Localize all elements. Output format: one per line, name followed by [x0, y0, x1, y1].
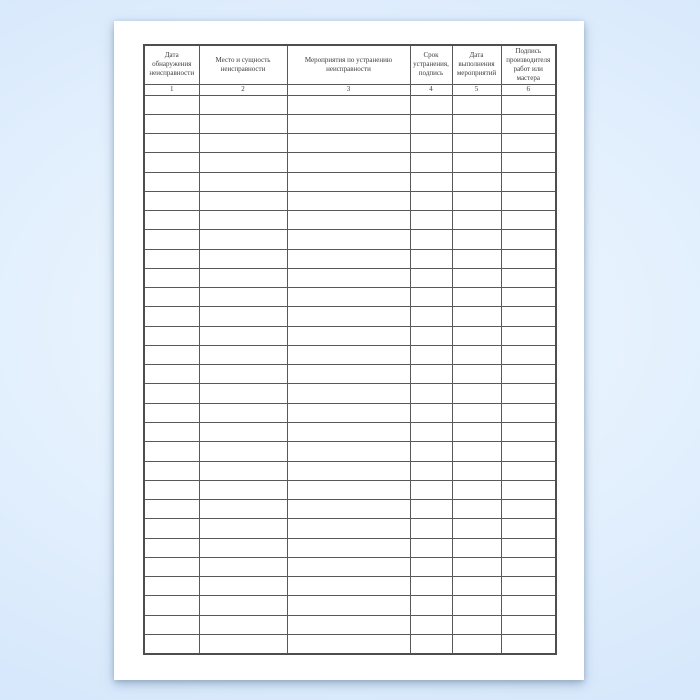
empty-cell: [501, 577, 556, 596]
empty-cell: [144, 557, 199, 576]
column-number: 1: [144, 84, 199, 95]
empty-cell: [199, 230, 287, 249]
empty-cell: [287, 577, 410, 596]
empty-cell: [410, 172, 452, 191]
empty-cell: [144, 326, 199, 345]
empty-row: [144, 423, 556, 442]
empty-cell: [287, 191, 410, 210]
empty-cell: [501, 153, 556, 172]
empty-cell: [452, 557, 501, 576]
empty-cell: [144, 480, 199, 499]
empty-cell: [287, 153, 410, 172]
empty-cell: [452, 95, 501, 114]
empty-row: [144, 557, 556, 576]
empty-cell: [410, 307, 452, 326]
empty-cell: [410, 211, 452, 230]
table-head: [144, 45, 556, 95]
empty-cell: [287, 519, 410, 538]
empty-cell: [287, 461, 410, 480]
empty-cell: [410, 326, 452, 345]
empty-cell: [452, 384, 501, 403]
empty-row: [144, 596, 556, 615]
empty-cell: [410, 519, 452, 538]
empty-cell: [501, 615, 556, 634]
empty-cell: [144, 384, 199, 403]
empty-cell: [199, 211, 287, 230]
table-header-row: [144, 45, 556, 84]
empty-cell: [287, 442, 410, 461]
empty-cell: [144, 634, 199, 653]
empty-row: [144, 134, 556, 153]
empty-cell: [199, 345, 287, 364]
empty-cell: [501, 634, 556, 653]
empty-cell: [199, 538, 287, 557]
empty-cell: [452, 442, 501, 461]
empty-cell: [287, 384, 410, 403]
empty-cell: [501, 345, 556, 364]
empty-cell: [287, 596, 410, 615]
empty-row: [144, 538, 556, 557]
column-number: 4: [410, 84, 452, 95]
empty-cell: [410, 538, 452, 557]
empty-cell: [144, 403, 199, 422]
column-header-signature: Подпись производителя работ или мастера: [501, 45, 556, 84]
empty-cell: [410, 403, 452, 422]
empty-cell: [410, 500, 452, 519]
empty-cell: [199, 114, 287, 133]
empty-cell: [199, 288, 287, 307]
empty-cell: [452, 211, 501, 230]
empty-cell: [144, 538, 199, 557]
empty-cell: [287, 326, 410, 345]
empty-cell: [410, 423, 452, 442]
empty-cell: [144, 268, 199, 287]
column-number-row: [144, 84, 556, 95]
empty-row: [144, 461, 556, 480]
empty-cell: [452, 326, 501, 345]
empty-cell: [144, 288, 199, 307]
empty-cell: [199, 172, 287, 191]
empty-cell: [452, 114, 501, 133]
empty-cell: [287, 500, 410, 519]
empty-cell: [287, 211, 410, 230]
empty-cell: [410, 384, 452, 403]
empty-row: [144, 634, 556, 653]
column-header-fault-place: Место и сущность неисправности: [199, 45, 287, 84]
empty-cell: [452, 519, 501, 538]
empty-cell: [144, 596, 199, 615]
empty-cell: [287, 557, 410, 576]
empty-row: [144, 403, 556, 422]
empty-cell: [410, 95, 452, 114]
empty-cell: [501, 365, 556, 384]
empty-cell: [452, 230, 501, 249]
empty-cell: [410, 615, 452, 634]
empty-cell: [144, 114, 199, 133]
empty-row: [144, 268, 556, 287]
empty-cell: [501, 423, 556, 442]
empty-row: [144, 500, 556, 519]
empty-cell: [144, 577, 199, 596]
empty-cell: [287, 307, 410, 326]
empty-row: [144, 153, 556, 172]
column-number: 2: [199, 84, 287, 95]
empty-cell: [287, 403, 410, 422]
empty-row: [144, 615, 556, 634]
empty-row: [144, 384, 556, 403]
empty-cell: [144, 191, 199, 210]
empty-cell: [452, 172, 501, 191]
empty-cell: [452, 538, 501, 557]
empty-cell: [501, 95, 556, 114]
empty-cell: [287, 172, 410, 191]
empty-cell: [287, 345, 410, 364]
empty-cell: [410, 480, 452, 499]
empty-cell: [144, 519, 199, 538]
empty-cell: [199, 615, 287, 634]
empty-cell: [452, 365, 501, 384]
empty-cell: [144, 423, 199, 442]
document-page: [114, 21, 584, 680]
empty-cell: [452, 634, 501, 653]
empty-row: [144, 95, 556, 114]
empty-cell: [410, 191, 452, 210]
empty-cell: [452, 403, 501, 422]
empty-cell: [287, 230, 410, 249]
empty-cell: [287, 114, 410, 133]
column-header-completion-date: Дата выполнения мероприятий: [452, 45, 501, 84]
empty-cell: [199, 153, 287, 172]
empty-cell: [452, 249, 501, 268]
empty-cell: [501, 461, 556, 480]
empty-cell: [501, 288, 556, 307]
empty-cell: [410, 596, 452, 615]
empty-row: [144, 172, 556, 191]
empty-cell: [501, 268, 556, 287]
empty-cell: [199, 249, 287, 268]
fault-log-table: [143, 44, 557, 655]
empty-cell: [199, 557, 287, 576]
empty-cell: [410, 249, 452, 268]
empty-cell: [501, 307, 556, 326]
empty-cell: [144, 442, 199, 461]
empty-cell: [501, 134, 556, 153]
empty-cell: [144, 249, 199, 268]
empty-cell: [410, 461, 452, 480]
empty-cell: [199, 480, 287, 499]
empty-row: [144, 288, 556, 307]
empty-cell: [199, 95, 287, 114]
column-number: 5: [452, 84, 501, 95]
empty-row: [144, 114, 556, 133]
empty-row: [144, 211, 556, 230]
empty-row: [144, 326, 556, 345]
empty-cell: [287, 95, 410, 114]
empty-cell: [144, 172, 199, 191]
empty-cell: [199, 442, 287, 461]
empty-row: [144, 230, 556, 249]
empty-cell: [410, 134, 452, 153]
empty-cell: [199, 596, 287, 615]
empty-cell: [287, 634, 410, 653]
empty-cell: [199, 191, 287, 210]
empty-cell: [144, 345, 199, 364]
empty-cell: [501, 211, 556, 230]
empty-cell: [501, 249, 556, 268]
empty-cell: [287, 249, 410, 268]
empty-cell: [452, 307, 501, 326]
empty-cell: [199, 577, 287, 596]
empty-cell: [452, 596, 501, 615]
empty-cell: [452, 288, 501, 307]
empty-cell: [287, 480, 410, 499]
empty-cell: [144, 153, 199, 172]
empty-row: [144, 249, 556, 268]
empty-row: [144, 191, 556, 210]
empty-cell: [501, 557, 556, 576]
empty-cell: [452, 480, 501, 499]
empty-cell: [199, 268, 287, 287]
empty-cell: [501, 326, 556, 345]
empty-cell: [144, 230, 199, 249]
empty-cell: [287, 268, 410, 287]
empty-row: [144, 365, 556, 384]
empty-row: [144, 345, 556, 364]
empty-cell: [501, 384, 556, 403]
empty-cell: [199, 134, 287, 153]
empty-cell: [501, 172, 556, 191]
empty-cell: [199, 365, 287, 384]
empty-cell: [501, 519, 556, 538]
empty-cell: [501, 480, 556, 499]
empty-cell: [501, 191, 556, 210]
empty-cell: [452, 461, 501, 480]
empty-cell: [410, 557, 452, 576]
empty-cell: [452, 423, 501, 442]
empty-cell: [501, 596, 556, 615]
empty-cell: [410, 365, 452, 384]
empty-cell: [410, 634, 452, 653]
column-header-measures: Мероприятия по устранению неисправности: [287, 45, 410, 84]
empty-cell: [410, 230, 452, 249]
empty-cell: [144, 307, 199, 326]
empty-cell: [287, 134, 410, 153]
empty-cell: [410, 153, 452, 172]
empty-cell: [501, 538, 556, 557]
empty-cell: [199, 500, 287, 519]
empty-cell: [287, 423, 410, 442]
empty-cell: [144, 461, 199, 480]
empty-cell: [452, 268, 501, 287]
column-number: 3: [287, 84, 410, 95]
empty-cell: [501, 442, 556, 461]
empty-cell: [199, 634, 287, 653]
empty-cell: [410, 577, 452, 596]
empty-cell: [199, 519, 287, 538]
empty-cell: [452, 191, 501, 210]
empty-cell: [287, 288, 410, 307]
empty-cell: [452, 345, 501, 364]
empty-cell: [452, 153, 501, 172]
empty-row: [144, 480, 556, 499]
empty-cell: [199, 423, 287, 442]
empty-cell: [144, 615, 199, 634]
column-header-deadline: Срок устранения, подпись: [410, 45, 452, 84]
empty-cell: [199, 461, 287, 480]
column-header-fault-date: Дата обнаружения неисправности: [144, 45, 199, 84]
empty-cell: [452, 577, 501, 596]
empty-cell: [287, 365, 410, 384]
empty-cell: [501, 114, 556, 133]
empty-cell: [144, 134, 199, 153]
empty-cell: [287, 615, 410, 634]
empty-row: [144, 577, 556, 596]
empty-cell: [199, 403, 287, 422]
empty-row: [144, 307, 556, 326]
table-body: [144, 95, 556, 654]
empty-cell: [410, 268, 452, 287]
empty-cell: [452, 134, 501, 153]
empty-cell: [452, 500, 501, 519]
empty-cell: [452, 615, 501, 634]
empty-row: [144, 442, 556, 461]
empty-cell: [501, 230, 556, 249]
empty-cell: [410, 442, 452, 461]
empty-cell: [199, 307, 287, 326]
empty-cell: [410, 345, 452, 364]
empty-cell: [199, 384, 287, 403]
empty-cell: [144, 211, 199, 230]
empty-cell: [410, 114, 452, 133]
empty-cell: [144, 95, 199, 114]
empty-cell: [410, 288, 452, 307]
empty-cell: [144, 365, 199, 384]
empty-cell: [199, 326, 287, 345]
empty-cell: [144, 500, 199, 519]
empty-cell: [501, 403, 556, 422]
empty-cell: [501, 500, 556, 519]
empty-row: [144, 519, 556, 538]
column-number: 6: [501, 84, 556, 95]
empty-cell: [287, 538, 410, 557]
